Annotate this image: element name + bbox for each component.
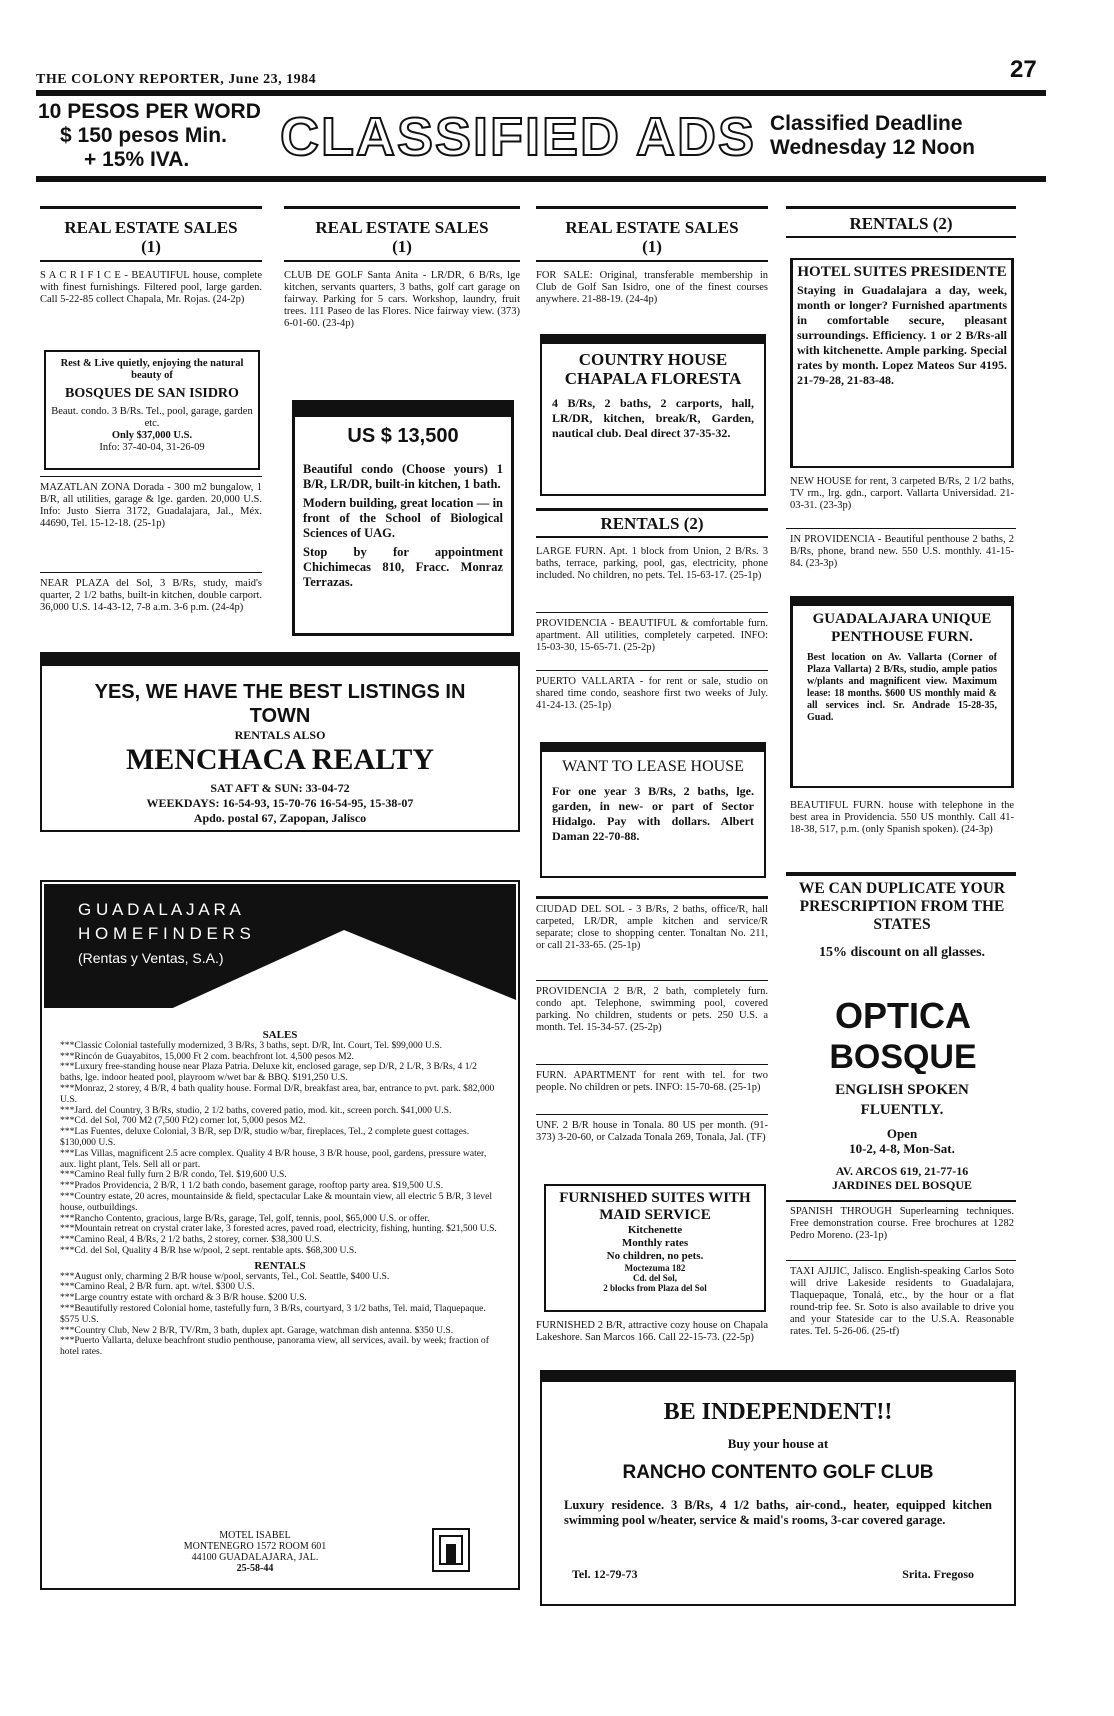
optica-english: ENGLISH SPOKEN FLUENTLY. (835, 1082, 969, 1118)
classified-title: CLASSIFIED ADS (280, 107, 757, 167)
ad-taxi-ajijic: TAXI AJIJIC, Jalisco. English-speaking Carlos Soto will drive Lakeside residents to Guadalajara, Tlaquepaque, Tonalá, etc., by the hour or a flat round-trip fee. Sr. Soto is also available to drive you and your Stateside car to the U.S.A. Reasonable rates. Tel. 5-26-06. (25-tf) (790, 1266, 1014, 1337)
rancho-name: RANCHO CONTENTO GOLF CLUB (622, 1462, 934, 1483)
optica-title: WE CAN DUPLICATE YOUR PRESCRIPTION FROM THE STATES (798, 880, 1006, 933)
address-line1: MOTEL ISABEL (219, 1530, 291, 1541)
homefinders-listings (60, 1030, 500, 1358)
homefinders-line3: (Rentas y Ventas, S.A.) (78, 950, 224, 966)
menchaca-sat: SAT AFT & SUN: 33-04-72 (210, 781, 350, 795)
suites-title: FURNISHED SUITES WITH MAID SERVICE (559, 1190, 751, 1223)
sales-7: ***Las Villas, magnificent 2.5 acre complex. Quality 4 B/R house, 3 B/R house, pool, gardens, pressure water, aux. light plant, Tels. Sell all or part. (60, 1147, 487, 1170)
col3-rentals-rule2 (536, 536, 768, 538)
hotel-box (790, 258, 1014, 468)
gdl-body: Best location on Av. Vallarta (Corner of Plaza Vallarta) 2 B/Rs, studio, ample patios w/plants and magnificent view. Maximum lease: 18 months. $600 US monthly maid & all services incl. Sr. Andrade 15-28-35, Guad. (807, 652, 997, 723)
ad-plaza-del-sol: NEAR PLAZA del Sol, 3 B/Rs, study, maid's quarter, 2 1/2 baths, built-in kitchen, double carport. 36,000 U.S. 14-43-12, 7-8 a.m. 3-6 p.m. (24-4p) (40, 578, 262, 613)
suites-no-children: No children, no pets. (606, 1250, 704, 1262)
col4b-top-rule (786, 872, 1016, 876)
sales-9: ***Prados Providencia, 2 B/R, 1 1/2 bath condo, basement garage, rooftop party area. $19,500 U.S. (60, 1180, 444, 1192)
col3-heading-line2: (1) (642, 237, 662, 256)
optica-open-hours: 10-2, 4-8, Mon-Sat. (849, 1141, 955, 1156)
homefinders-line2: H O M E F I N D E R S (78, 924, 251, 943)
homefinders-address (130, 1530, 380, 1574)
rancho-sub: Buy your house at (727, 1436, 829, 1451)
optica-address2: JARDINES DEL BOSQUE (831, 1178, 973, 1192)
homefinders-logo-icon (432, 1528, 470, 1572)
rentals-4: ***Country Club, New 2 B/R, TV/Rm, 3 bath, duplex apt. Garage, watchman dish antenna. $350 U.S. (60, 1324, 454, 1336)
suites-addr3: 2 blocks from Plaza del Sol (603, 1283, 707, 1293)
suites-addr2: Cd. del Sol, (632, 1273, 677, 1283)
deadline-box (770, 112, 975, 160)
rancho-body: Luxury residence. 3 B/Rs, 4 1/2 baths, air-cond., heater, equipped kitchen swimming pool w/heater, service & maid's rooms, 3-car covered garage. (564, 1498, 992, 1527)
col2-heading (284, 218, 520, 256)
sales-13: ***Camino Real, 4 B/Rs, 2 1/2 baths, 2 storey, corner. $38,300 U.S. (60, 1234, 322, 1246)
bosques-title: BOSQUES DE SAN ISIDRO (65, 386, 239, 401)
ad-club-de-golf: CLUB DE GOLF Santa Anita - LR/DR, 6 B/Rs, lge kitchen, servants quarters, 3 baths, golf cart garage on fairway. Parking for 5 cars. Workshop, laundry, fruit trees. 111 Paseo de las Flores. Nice fairway view. (373) 6-01-60. (23-4p) (284, 270, 520, 329)
col1-heading-rule (40, 260, 262, 262)
col3-top-rule (536, 206, 768, 209)
menchaca-top-bar (40, 652, 520, 664)
ad-chapala-furnished: FURNISHED 2 B/R, attractive cozy house on Chapala Lakeshore. San Marcos 166. Call 22-15-73. (22-5p) (536, 1320, 768, 1343)
rentals-1: ***Camino Real, 2 B/R furn. apt. w/tel. $300 U.S. (60, 1281, 255, 1293)
optica-logo-icon (808, 992, 998, 1074)
condo-body: Beautiful condo (Choose yours) 1 B/R, LR/DR, built-in kitchen, 1 bath. (303, 462, 503, 491)
rentals-0: ***August only, charming 2 B/R house w/pool, servants, Tel., Col. Seattle, $400 U.S. (60, 1270, 390, 1282)
bosques-body: Beaut. condo. 3 B/Rs. Tel., pool, garage, garden etc. (51, 406, 253, 429)
publication-line: THE COLONY REPORTER, June 23, 1984 (36, 72, 317, 87)
suites-addr1: Moctezuma 182 (624, 1263, 686, 1273)
ad-in-providencia: IN PROVIDENCIA - Beautiful penthouse 2 baths, 2 B/Rs, phone, brand new. 550 U.S. monthly. 41-15-84. (23-3p) (790, 534, 1014, 569)
rates-line3: + 15% IVA. (84, 148, 190, 171)
deadline-line1: Classified Deadline (770, 112, 963, 135)
lease-box-bar (542, 744, 764, 752)
ad-unf-house: UNF. 2 B/R house in Tonala. 80 US per month. (91-373) 3-20-60, or Calzada Tonala 269, Tonala, Jal. (TF) (536, 1120, 768, 1143)
col3b-div2 (536, 1064, 768, 1065)
col4-top-rule (786, 206, 1016, 209)
address-phone: 25-58-44 (236, 1563, 274, 1574)
rancho-box (540, 1380, 1016, 1606)
ad-mazatlan: MAZATLAN ZONA Dorada - 300 m2 bungalow, 1 B/R, all utilities, garage & lge. garden. 20,000 U.S. Info: Justo Sierra 3172, Guadalajara, Jal., Méx. 44690, Tel. 15-12-18. (25-1p) (40, 482, 262, 529)
col1-heading-line2: (1) (141, 237, 161, 256)
bosques-intro: Rest & Live quietly, enjoying the natural beauty of (60, 358, 244, 381)
address-line3: 44100 GUADALAJARA, JAL. (191, 1552, 319, 1563)
address-line2: MONTENEGRO 1572 ROOM 601 (183, 1541, 327, 1552)
country-title: COUNTRY HOUSE CHAPALA FLORESTA (564, 350, 742, 388)
col4-div1 (786, 528, 1016, 529)
suites-rates: Monthly rates (621, 1237, 689, 1249)
rentals-5: ***Puerto Vallarta, deluxe beachfront studio penthouse, panorama view, all services, avail. by week; fraction of hotel rates. (60, 1335, 489, 1358)
optica-logo-text2: BOSQUE (829, 1038, 977, 1074)
menchaca-address: Apdo. postal 67, Zapopan, Jalisco (193, 811, 367, 825)
ad-ciudad-del-sol: CIUDAD DEL SOL - 3 B/Rs, 2 baths, office/R, hall carpeted, LR/DR, ample kitchen and service/R separate; close to shopping center. Tonaltan No. 211, or call 21-33-65. (25-1p) (536, 904, 768, 951)
col4-heading-rule (786, 236, 1016, 238)
country-box-bar (542, 336, 764, 344)
ad-providencia-2: PROVIDENCIA 2 B/R, 2 bath, completely furn. condo apt. Telephone, swimming pool, covered parking. No children, students or pets. 250 U.S. a month. Tel. 15-34-57. (25-2p) (536, 986, 768, 1033)
hotel-body: Staying in Guadalajara a day, week, month or longer? Furnished apartments in comfortable secure, pleasant surroundings. Efficiency. 1 or 2 B/Rs-all with kitchenette. Ample parking. Special rates by month. Lopez Mateos Sur 4195. 21-79-28, 21-83-48. (797, 283, 1007, 387)
rancho-top-bar (540, 1370, 1016, 1380)
ad-sacrifice: S A C R I F I C E - BEAUTIFUL house, complete with finest furnishings. Filtered pool, large garden. Call 5-22-85 collect Chapala, Mr. Rojas. (24-2p) (40, 270, 262, 305)
sales-5: ***Cd. del Sol, 700 M2 (7,500 Ft2) corner lot, 5,000 pesos M2. (60, 1115, 306, 1127)
col3-rentals-heading: RENTALS (2) (600, 514, 704, 533)
condo-box (292, 400, 514, 636)
gdl-box-bar (793, 598, 1011, 606)
suites-box (544, 1184, 766, 1312)
col3b-top-rule (536, 896, 768, 899)
col3-rentals-rule (536, 508, 768, 511)
condo-box-black-bar (295, 403, 511, 417)
hotel-title: HOTEL SUITES PRESIDENTE (797, 264, 1007, 280)
col3-heading (536, 218, 768, 256)
ad-spanish: SPANISH THROUGH Superlearning techniques. Free demonstration course. Free brochures at 1282 Pedro Moreno. (23-1p) (790, 1206, 1014, 1241)
optica-discount: 15% discount on all glasses. (818, 945, 986, 960)
col3-div1 (536, 612, 768, 613)
ad-large-furn: LARGE FURN. Apt. 1 block from Union, 2 B/Rs. 3 baths, terrace, parking, pool, gas, electricity, phone included. No children, no pets. Tel. 15-63-17. (25-1p) (536, 546, 768, 581)
ad-beautiful-furn: BEAUTIFUL FURN. house with telephone in the best area in Providencia. 550 US monthly. Call 41-18-38, 517, p.m. (only Spanish spoken). (24-3p) (790, 800, 1014, 835)
gdl-title: GUADALAJARA UNIQUE PENTHOUSE FURN. (812, 611, 992, 645)
col2-heading-line1: REAL ESTATE SALES (315, 218, 489, 237)
sales-6: ***Las Fuentes, deluxe Colonial, 3 B/R, sep D/R, studio w/bar, fireplaces, Tel., 2 complete guest cottages. $130,000 U.S. (60, 1126, 470, 1148)
condo-body3: Stop by for appointment Chichimecas 810, Fracc. Monraz Terrazas. (303, 545, 503, 589)
sales-1: ***Rincón de Guayabitos, 15,000 Ft 2 com. beachfront lot. 4,500 pesos M2. (60, 1050, 354, 1062)
col2-top-rule (284, 206, 520, 209)
homefinders-line1: G U A D A L A J A R A (78, 900, 241, 919)
col1-top-rule (40, 206, 262, 209)
col1-divider-1 (40, 476, 262, 477)
optica-logo-text1: OPTICA (834, 995, 972, 1036)
menchaca-weekdays: WEEKDAYS: 16-54-93, 15-70-76 16-54-95, 15-38-07 (146, 796, 414, 810)
lease-body: For one year 3 B/Rs, 2 baths, lge. garden, in new- or part of Sector Hidalgo. Pay with dollars. Albert Daman 22-70-88. (552, 784, 754, 843)
optica-open (800, 1126, 1004, 1156)
optica-open-label: Open (886, 1126, 918, 1141)
sales-8: ***Camino Real fully furn 2 B/R condo, Tel. $19,600 U.S. (60, 1169, 287, 1181)
country-body: 4 B/Rs, 2 baths, 2 carports, hall, LR/DR, kitchen, break/R, Garden, nautical club. Deal direct 37-35-32. (552, 396, 754, 440)
menchaca-name: MENCHACA REALTY (125, 743, 435, 776)
rancho-contact: Srita. Fregoso (902, 1567, 974, 1581)
rates-box (38, 100, 278, 172)
ad-furn-apartment: FURN. APARTMENT for rent with tel. for two people. No children or pets. INFO: 15-70-68. (25-1p) (536, 1070, 768, 1093)
menchaca-rentals-also: RENTALS ALSO (234, 728, 326, 742)
col3-heading-rule (536, 260, 768, 262)
rates-line2: $ 150 pesos Min. (60, 124, 227, 147)
sales-heading: SALES (262, 1029, 298, 1041)
col4b-div2 (786, 1260, 1016, 1261)
menchaca-headline: YES, WE HAVE THE BEST LISTINGS IN TOWN (94, 681, 466, 727)
sales-10: ***Country estate, 20 acres, mountainside & field, spectacular Lake & mountain view, all electric 5 B/R, 3 level house, outbuildings. (60, 1190, 493, 1213)
rentals-2: ***Large country estate with orchard & 3 B/R house. $200 U.S. (60, 1292, 307, 1304)
col4b-div1 (786, 1200, 1016, 1202)
page-number: 27 (1010, 56, 1037, 83)
lease-title: WANT TO LEASE HOUSE (562, 758, 744, 775)
ad-new-house: NEW HOUSE for rent, 3 carpeted B/Rs, 2 1/2 baths, TV rm., lrg. gdn., carport. Vallarta Universidad. 21-03-31. (23-3p) (790, 476, 1014, 511)
bosques-price: Only $37,000 U.S. (111, 430, 193, 441)
col2-heading-line2: (1) (392, 237, 412, 256)
ad-providencia: PROVIDENCIA - BEAUTIFUL & comfortable furn. apartment. All utilities, completely carpeted. INFO: 15-03-30, 15-65-71. (25-2p) (536, 618, 768, 653)
optica-address1: AV. ARCOS 619, 21-77-16 (835, 1164, 969, 1178)
col1-divider-2 (40, 572, 262, 573)
sales-2: ***Luxury free-standing house near Plaza Patria. Deluxe kit, enclosed garage, sep D/R, 2 L/R, 3 B/Rs, 4 1/2 baths, lge. indoor heated pool, playroom w/wet bar & BBQ. $191,250 U.S. (60, 1061, 477, 1084)
condo-body2: Modern building, great location — in front of the School of Biological Sciences of UAG. (303, 496, 503, 540)
rancho-headline: BE INDEPENDENT!! (663, 1399, 893, 1425)
sales-12: ***Mountain retreat on crystal crater lake, 3 forested acres, paved road, electricity, fishing, hunting. $21,500 U.S. (60, 1223, 497, 1235)
ad-puerto-vallarta: PUERTO VALLARTA - for rent or sale, studio on shared time condo, seashore first two weeks of July. 41-24-13. (25-1p) (536, 676, 768, 711)
rancho-tel: Tel. 12-79-73 (572, 1567, 638, 1581)
col3-div2 (536, 670, 768, 671)
country-house-box (540, 334, 766, 496)
sales-4: ***Jard. del Country, 3 B/Rs, studio, 2 1/2 baths, covered patio, mod. kit., screen porch. $41,000 U.S. (60, 1104, 452, 1116)
condo-price: US $ 13,500 (347, 425, 459, 447)
sales-0: ***Classic Colonial tastefully modernized, 3 B/Rs, 3 baths, sept. D/R, Int. Court, Tel. $99,000 U.S. (60, 1039, 443, 1051)
suites-kitchenette: Kitchenette (627, 1224, 683, 1236)
header-rule-top (36, 90, 1046, 96)
rancho-contact-row (572, 1567, 974, 1582)
rentals-3: ***Beautifully restored Colonial home, tastefully furn, 3 B/Rs, courtyard, 3 1/2 baths, Tel. maid, Tlaquepaque. $575 U.S. (60, 1302, 486, 1325)
col3b-div3 (536, 1114, 768, 1115)
sales-14: ***Cd. del Sol, Quality 4 B/R hse w/pool, 2 sept. rentable apts. $68,300 U.S. (60, 1244, 357, 1256)
bosques-info: Info: 37-40-04, 31-26-09 (99, 442, 205, 453)
col4-heading: RENTALS (2) (849, 214, 953, 233)
rates-line1: 10 PESOS PER WORD (38, 100, 261, 123)
col3-heading-line1: REAL ESTATE SALES (565, 218, 739, 237)
col1-heading (40, 218, 262, 256)
ad-for-sale: FOR SALE: Original, transferable membership in Club de Golf San Isidro, one of the finest courses anywhere. 21-88-19. (24-4p) (536, 270, 768, 305)
optica-address (790, 1164, 1014, 1192)
optica-logo (808, 992, 998, 1074)
guadalajara-box (790, 596, 1014, 788)
col3b-div1 (536, 980, 768, 981)
col2-heading-rule (284, 260, 520, 262)
menchaca-box (40, 664, 520, 832)
sales-3: ***Monraz, 2 storey, 4 B/R, 4 bath quality house. Formal D/R, breakfast area, bar, entrance to pvt. park. $82,000 U.S. (60, 1082, 495, 1105)
rentals-heading: RENTALS (254, 1259, 306, 1272)
col1-heading-line1: REAL ESTATE SALES (64, 218, 238, 237)
header-rule-bottom (36, 176, 1046, 182)
sales-11: ***Rancho Contento, gracious, large B/Rs, garage, Tel, golf, tennis, pool, $65,000 U.S. or offer. (60, 1212, 430, 1224)
bosques-box (44, 350, 260, 470)
lease-box (540, 742, 766, 878)
deadline-line2: Wednesday 12 Noon (770, 136, 975, 159)
